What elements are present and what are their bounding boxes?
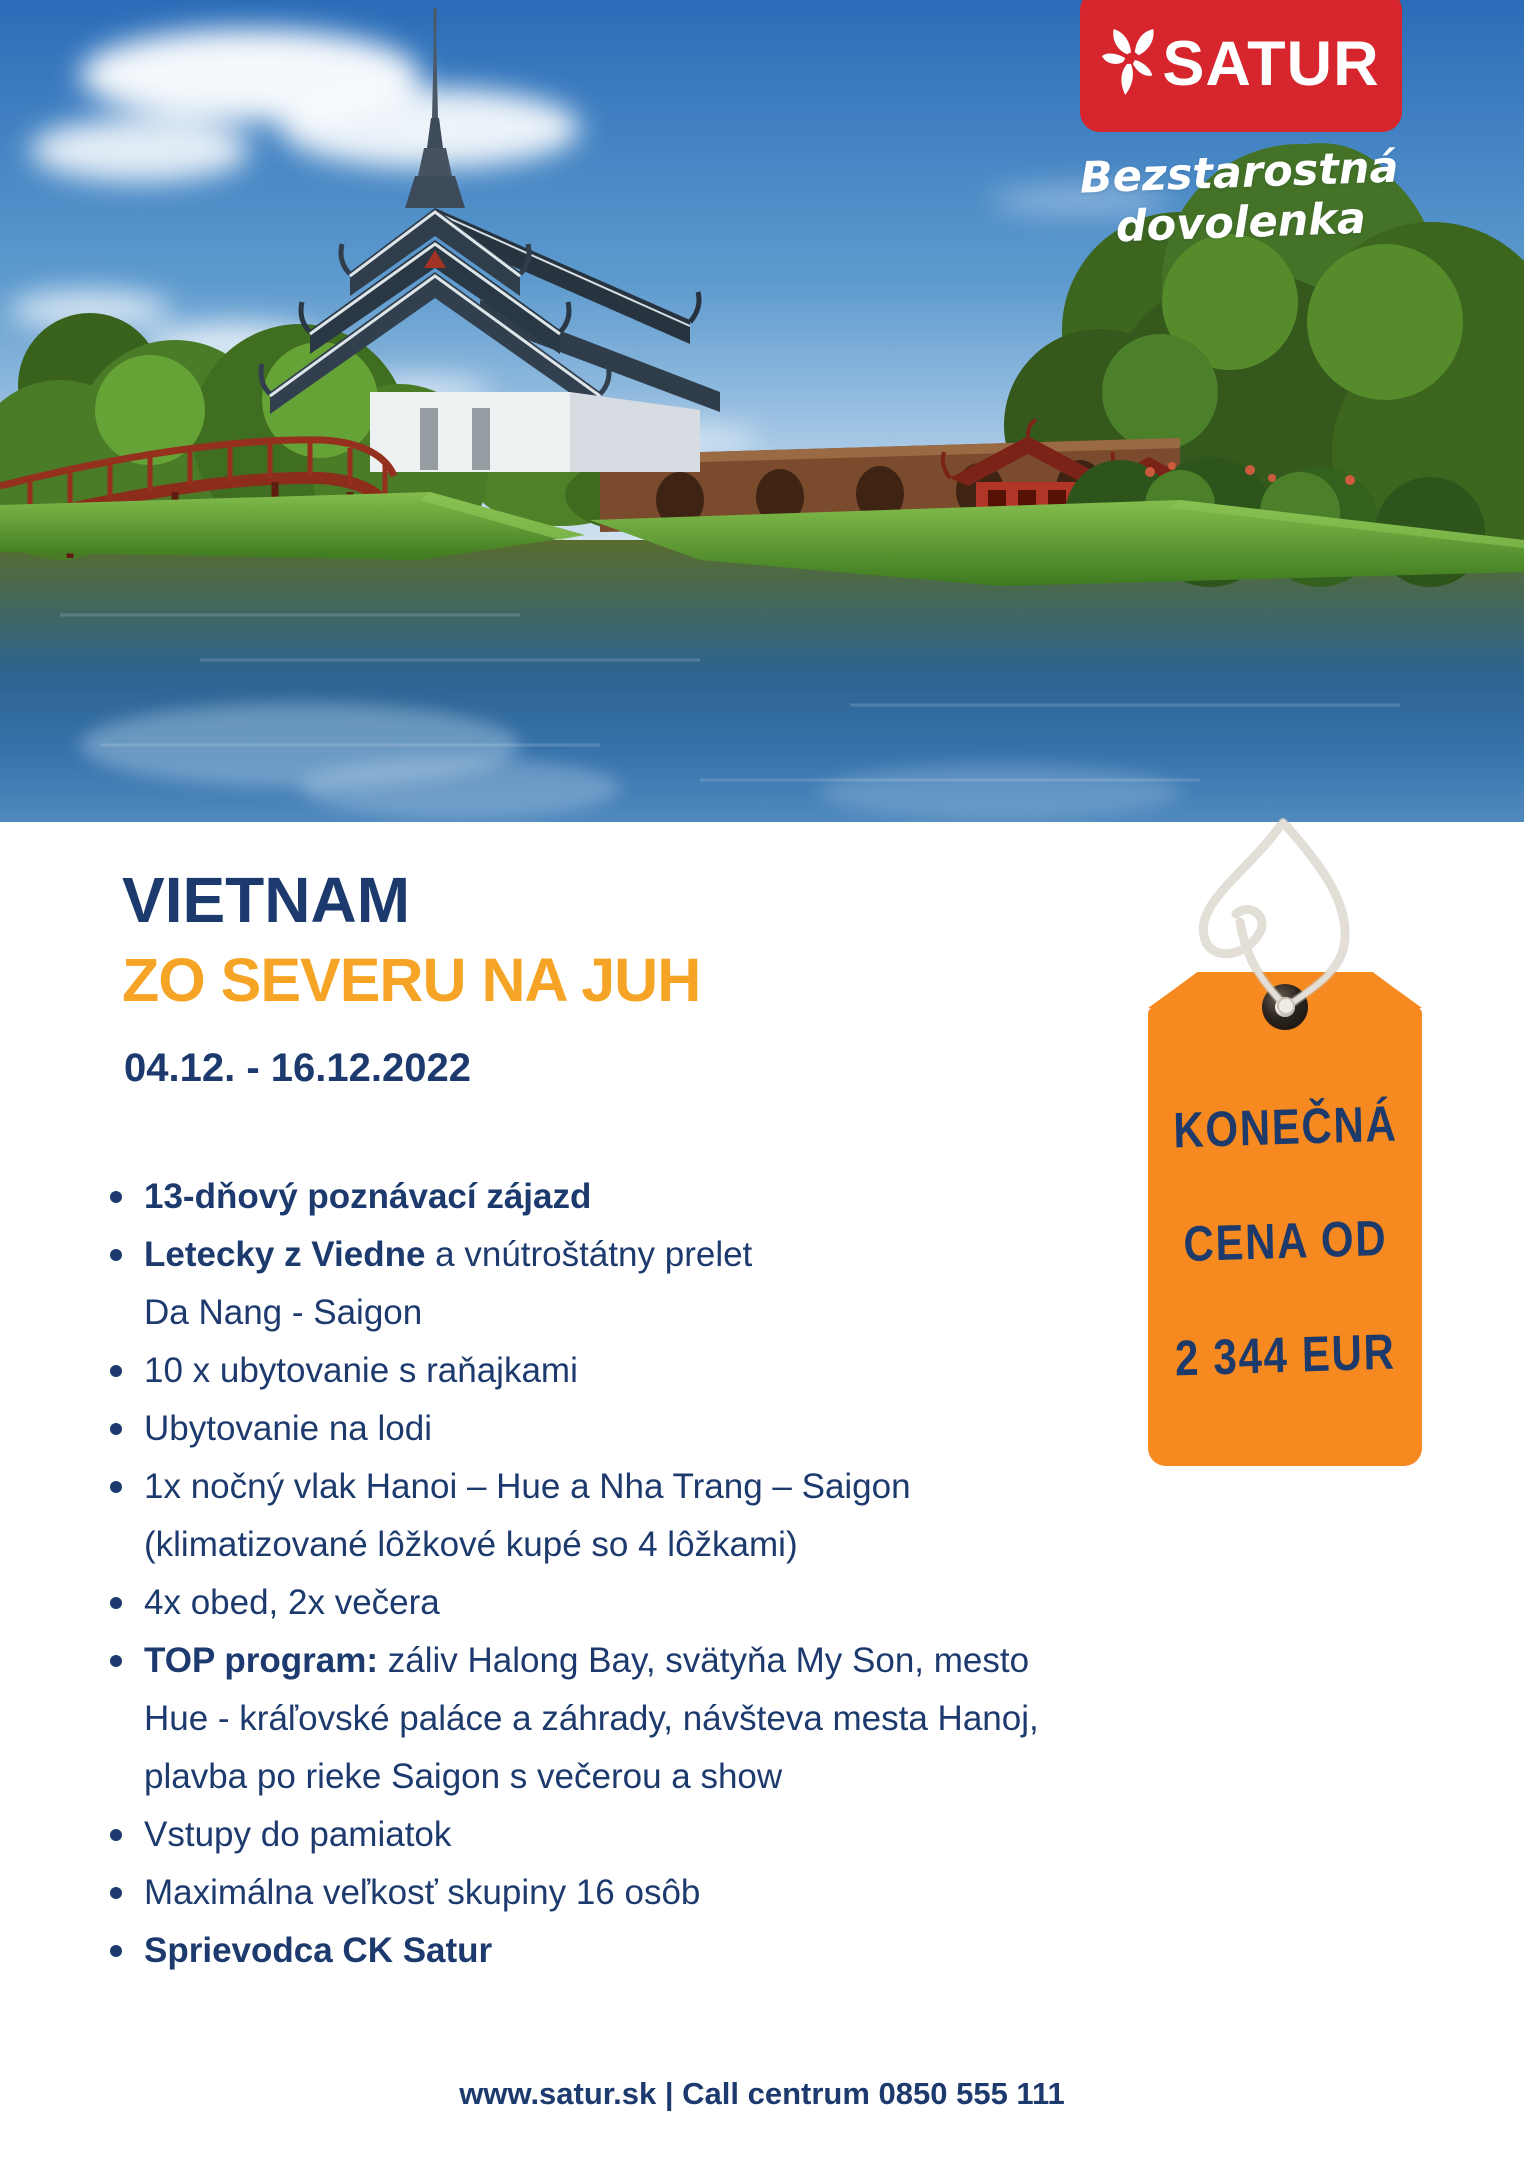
satur-logo-icon: [1102, 23, 1160, 99]
list-item: [102, 1400, 1039, 1458]
list-item: [102, 1226, 1039, 1342]
list-item-text: [144, 1342, 1039, 1400]
list-item-text: [144, 1632, 1039, 1806]
price-tag-line2: CENA OD: [1182, 1209, 1388, 1273]
list-item-text: [144, 1864, 1039, 1922]
list-item: [102, 1806, 1039, 1864]
price-tag-line1: KONEČNÁ: [1172, 1095, 1398, 1159]
page-subtitle: ZO SEVERU NA JUH: [122, 946, 701, 1014]
list-item-line: [144, 1806, 1039, 1864]
page-title: VIETNAM: [122, 864, 410, 936]
list-item-text: [144, 1806, 1039, 1864]
bullet-dot: [110, 1887, 122, 1899]
list-item-segment: záliv Halong Bay, svätyňa My Son, mesto: [378, 1641, 1030, 1680]
list-item-line: [144, 1342, 1039, 1400]
list-item-segment: a vnútroštátny prelet: [425, 1235, 753, 1274]
bullet-dot: [110, 1481, 122, 1493]
list-item-segment: 4x obed, 2x večera: [144, 1583, 440, 1622]
list-item-line: [144, 1922, 1039, 1980]
list-item-line: [144, 1574, 1039, 1632]
footer-contact: www.satur.sk | Call centrum 0850 555 111: [459, 2076, 1065, 2111]
list-item: [102, 1632, 1039, 1806]
logo-wordmark: SATUR: [1162, 29, 1380, 99]
list-item-line: [144, 1632, 1039, 1690]
bullet-dot: [110, 1945, 122, 1957]
list-item-line: [144, 1458, 1039, 1516]
price-tag-line3: 2 344 EUR: [1174, 1323, 1396, 1387]
list-item-text: [144, 1400, 1039, 1458]
brand-tagline: Bezstarostná dovolenka: [1079, 142, 1400, 253]
list-item-segment: 10 x ubytovanie s raňajkami: [144, 1351, 578, 1390]
list-item-text: [144, 1458, 1039, 1574]
tag-eyelet-hole: [1275, 997, 1295, 1017]
list-item: [102, 1168, 1039, 1226]
list-item-segment: 13-dňový poznávací zájazd: [144, 1177, 592, 1216]
list-item: [102, 1922, 1039, 1980]
list-item: [102, 1574, 1039, 1632]
list-item-line: plavba po rieke Saigon s večerou a show: [144, 1757, 783, 1796]
list-item: [102, 1864, 1039, 1922]
list-item-line: [144, 1864, 1039, 1922]
list-item-line: (klimatizované lôžkové kupé so 4 lôžkami): [144, 1525, 798, 1564]
list-item-segment: Maximálna veľkosť skupiny 16 osôb: [144, 1873, 701, 1912]
price-tag: [1148, 972, 1422, 1466]
bullet-dot: [110, 1597, 122, 1609]
list-item-text: [144, 1574, 1039, 1632]
list-item-segment: Letecky z Viedne: [144, 1235, 426, 1274]
trip-details-list: [102, 1168, 1039, 1980]
bullet-dot: [110, 1829, 122, 1841]
trip-dates: 04.12. - 16.12.2022: [124, 1046, 471, 1090]
list-item-line: Da Nang - Saigon: [144, 1293, 423, 1332]
bullet-dot: [110, 1365, 122, 1377]
list-item-segment: TOP program:: [144, 1641, 379, 1680]
price-tag-text: [1148, 972, 1422, 1387]
bullet-dot: [110, 1423, 122, 1435]
list-item-text: [144, 1922, 1039, 1980]
list-item: [102, 1342, 1039, 1400]
list-item-segment: Vstupy do pamiatok: [144, 1815, 452, 1854]
list-item-line: [144, 1226, 1039, 1284]
list-item-text: [144, 1226, 1039, 1342]
bullet-dot: [110, 1191, 122, 1203]
list-item-line: [144, 1400, 1039, 1458]
list-item-line: Hue - kráľovské paláce a záhrady, návšteva mesta Hanoj,: [144, 1699, 1039, 1738]
bullet-dot: [110, 1249, 122, 1261]
list-item-segment: Ubytovanie na lodi: [144, 1409, 432, 1448]
list-item: [102, 1458, 1039, 1574]
list-item-line: [144, 1168, 1039, 1226]
tag-eyelet: [1262, 984, 1308, 1030]
bullet-dot: [110, 1655, 122, 1667]
list-item-segment: 1x nočný vlak Hanoi – Hue a Nha Trang – Saigon: [144, 1467, 911, 1506]
list-item-segment: Sprievodca CK Satur: [144, 1931, 493, 1970]
list-item-text: [144, 1168, 1039, 1226]
satur-logo: [1080, 0, 1402, 132]
